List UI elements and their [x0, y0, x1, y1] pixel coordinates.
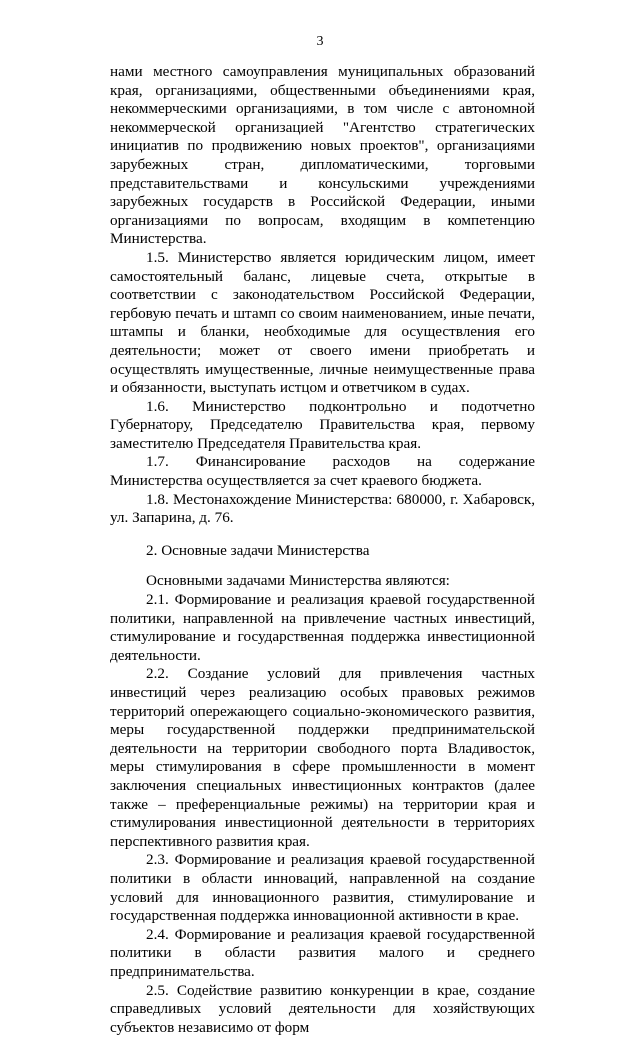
- paragraph-1-8: 1.8. Местонахождение Министерства: 680000, г. Хабаровск, ул. Запарина, д. 76.: [110, 491, 535, 528]
- page-number: 3: [0, 34, 640, 50]
- document-body: [110, 63, 535, 1037]
- paragraph-1-6: 1.6. Министерство подконтрольно и подотчетно Губернатору, Председателю Правительства края, первому заместителю Председателя Правительства края.: [110, 398, 535, 454]
- section-intro: Основными задачами Министерства являются:: [110, 572, 535, 591]
- paragraph-1-7: 1.7. Финансирование расходов на содержание Министерства осуществляется за счет краевого бюджета.: [110, 453, 535, 490]
- paragraph-2-3: 2.3. Формирование и реализация краевой государственной политики в области инноваций, направленной на создание условий для инновационного развития, стимулирование и государственная поддержка инновационной активности в крае.: [110, 851, 535, 925]
- paragraph-2-4: 2.4. Формирование и реализация краевой государственной политики в области развития малого и среднего предпринимательства.: [110, 926, 535, 982]
- paragraph-2-5: 2.5. Содействие развитию конкуренции в крае, создание справедливых условий деятельности для хозяйствующих субъектов независимо от форм: [110, 982, 535, 1037]
- paragraph-1-5: 1.5. Министерство является юридическим лицом, имеет самостоятельный баланс, лицевые счета, открытые в соответствии с законодательством Российской Федерации, гербовую печать и штамп со своим наименованием, иные печати, штампы и бланки, необходимые для осуществления его деятельности; может от своего имени приобретать и осуществлять имущественные, личные неимущественные права и обязанности, выступать истцом и ответчиком в судах.: [110, 249, 535, 398]
- paragraph-2-1: 2.1. Формирование и реализация краевой государственной политики, направленной на привлечение частных инвестиций, стимулирование и государственная поддержка инвестиционной деятельности.: [110, 591, 535, 665]
- paragraph-continued: нами местного самоуправления муниципальных образований края, организациями, общественными объединениями края, некоммерческими организациями, в том числе с автономной некоммерческой организацией "Агентство стратегических инициатив по продвижению новых проектов", организациями зарубежных стран, дипломатическими, торговыми представительствами и консульскими учреждениями зарубежных государств в Российской Федерации, иными организациями по вопросам, входящим в компетенцию Министерства.: [110, 63, 535, 249]
- paragraph-2-2: 2.2. Создание условий для привлечения частных инвестиций через реализацию особых правовых режимов территорий опережающего социально-экономического развития, меры государственной поддержки предпринимательской деятельности на территории свободного порта Владивосток, меры стимулирования в сфере промышленности в момент заключения специальных инвестиционных контрактов (далее также – преференциальные режимы) на территории края и стимулирования инвестиционной деятельности в территориях перспективного развития края.: [110, 665, 535, 851]
- section-heading: 2. Основные задачи Министерства: [110, 542, 535, 561]
